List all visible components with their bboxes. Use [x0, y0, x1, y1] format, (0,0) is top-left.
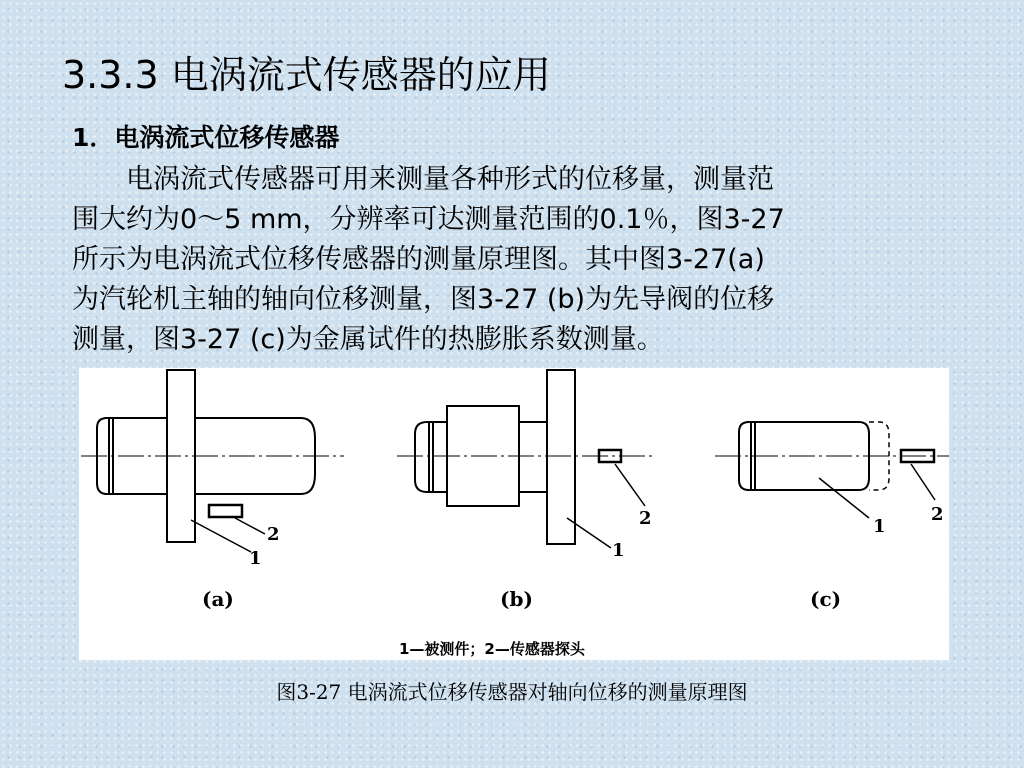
- body-line: 围大约为0～5 mm，分辨率可达测量范围的0.1％，图3-27: [72, 204, 785, 235]
- part-label-2-b: 2: [639, 508, 652, 529]
- sub-label-b: (b): [500, 587, 533, 611]
- part-label-2-c: 2: [931, 504, 944, 525]
- figure-legend: 1—被测件；2—传感器探头: [399, 640, 585, 658]
- part-label-1-c: 1: [873, 516, 886, 537]
- leader-2-c: [911, 464, 935, 500]
- plate-b: [547, 370, 575, 544]
- diagram-b: [397, 370, 654, 548]
- sub-label-a: (a): [202, 587, 234, 611]
- part-label-2-a: 2: [267, 524, 280, 545]
- leader-1-a: [191, 520, 251, 552]
- body-line: 为汽轮机主轴的轴向位移测量，图3-27 (b)为先导阀的位移: [72, 284, 775, 315]
- figure-panel: [79, 368, 949, 660]
- measurement-diagram: [79, 368, 949, 660]
- sub-label-c: (c): [810, 587, 842, 611]
- body-line: 测量，图3-27 (c)为金属试件的热膨胀系数测量。: [72, 324, 664, 355]
- leader-1-c: [819, 478, 869, 518]
- body-line: 电涡流式传感器可用来测量各种形式的位移量，测量范: [72, 164, 774, 195]
- leader-2-a: [235, 518, 265, 534]
- body-paragraph: [72, 160, 972, 360]
- slide-title: 3.3.3 电涡流式传感器的应用: [62, 53, 551, 97]
- section-heading: 1．电涡流式位移传感器: [72, 123, 340, 152]
- probe-a: [209, 505, 242, 517]
- figure-caption: 图3-27 电涡流式位移传感器对轴向位移的测量原理图: [276, 680, 748, 704]
- diagram-a: [81, 370, 344, 552]
- part-label-1-b: 1: [612, 540, 625, 561]
- part-label-1-a: 1: [249, 548, 262, 569]
- diagram-c: [715, 422, 949, 518]
- shaft-b: [519, 422, 547, 492]
- body-line: 所示为电涡流式位移传感器的测量原理图。其中图3-27(a): [72, 244, 765, 275]
- valve-stem-b: [415, 422, 447, 492]
- leader-2-b: [615, 464, 645, 506]
